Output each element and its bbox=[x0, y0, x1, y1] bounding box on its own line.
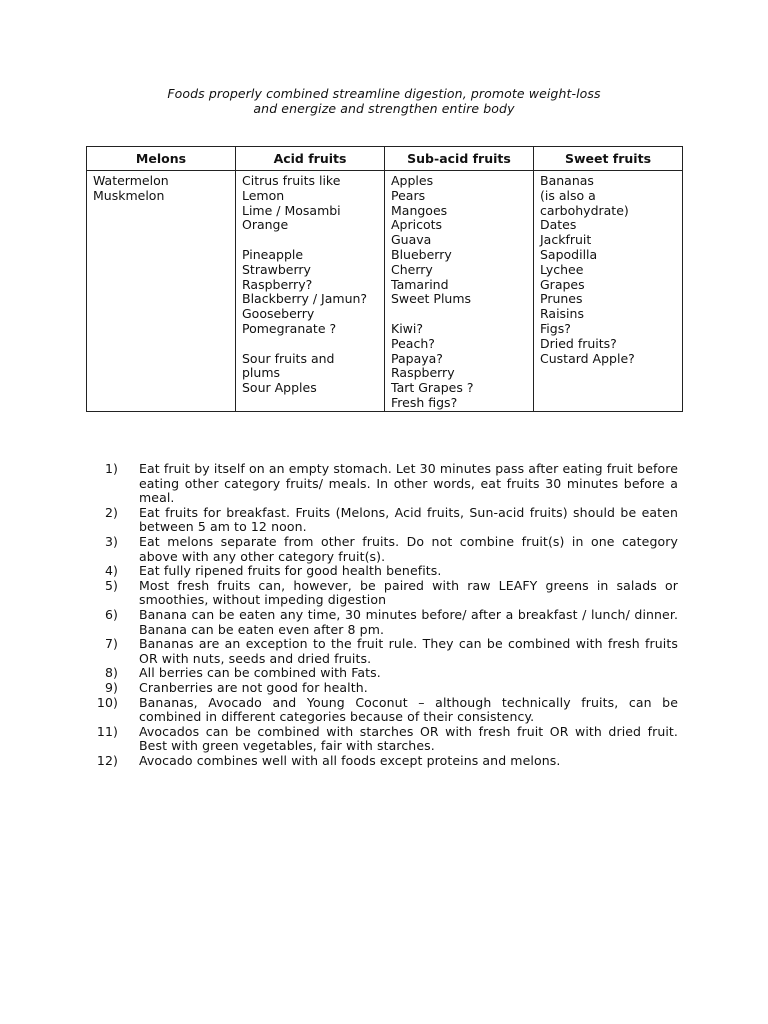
fruit-item: Sour fruits and bbox=[242, 350, 335, 366]
rule-text bbox=[139, 608, 678, 637]
rule-number: 10) bbox=[96, 694, 118, 710]
rule-text-line: Banana can be eaten any time, 30 minutes before/ after a breakfast / lunch/ bbox=[139, 606, 630, 622]
fruit-item: Lychee bbox=[540, 261, 584, 277]
fruit-item: Sapodilla bbox=[540, 246, 598, 262]
rule-text-line: combined in different categories because of their consistency. bbox=[139, 709, 535, 725]
rule-text bbox=[139, 564, 678, 579]
fruit-item: Tart Grapes ? bbox=[391, 380, 474, 396]
list-item bbox=[86, 666, 678, 681]
fruit-item: Raisins bbox=[540, 306, 584, 322]
document-title bbox=[0, 86, 768, 116]
rule-text-line: Cranberries are not good for health. bbox=[139, 679, 368, 695]
rule-text-line: before eating other category fruits/ meals. In other words, eat fruits 30 minutes bbox=[139, 461, 678, 491]
list-item bbox=[86, 725, 678, 754]
fruit-item: Guava bbox=[391, 232, 432, 248]
fruit-item: Cherry bbox=[391, 261, 433, 277]
rule-text bbox=[139, 506, 678, 535]
column-header: Sweet fruits bbox=[534, 147, 683, 171]
rule-text bbox=[139, 754, 678, 769]
rule-text-line: eaten between 5 am to 12 noon. bbox=[139, 504, 678, 535]
fruit-item: Dates bbox=[540, 217, 577, 233]
fruit-item: Raspberry bbox=[391, 365, 455, 381]
list-item bbox=[86, 696, 678, 725]
rule-number: 3) bbox=[104, 533, 118, 549]
rule-number: 4) bbox=[104, 563, 118, 579]
fruit-item: Orange bbox=[242, 217, 289, 233]
list-item bbox=[86, 637, 678, 666]
fruit-item: Prunes bbox=[540, 291, 583, 307]
rule-number: 5) bbox=[104, 577, 118, 593]
rule-text-line: above with any other category fruit(s). bbox=[139, 548, 386, 564]
fruit-item: Pears bbox=[391, 187, 426, 203]
rule-text-line: dinner. Banana can be eaten even after 8 pm. bbox=[139, 606, 679, 637]
fruit-item: Blueberry bbox=[391, 246, 452, 262]
list-item bbox=[86, 462, 678, 506]
rule-number: 2) bbox=[104, 504, 118, 520]
column-header: Acid fruits bbox=[236, 147, 385, 171]
rule-number: 1) bbox=[104, 461, 118, 476]
fruit-item: Peach? bbox=[391, 335, 435, 351]
rule-text bbox=[139, 666, 678, 681]
rule-number: 11) bbox=[96, 723, 118, 739]
fruit-item: Gooseberry bbox=[242, 306, 315, 322]
rule-text-line: Avocados can be combined with starches OR with fresh fruit OR with dried fruit. bbox=[139, 723, 678, 739]
fruit-item: Blackberry / Jamun? bbox=[242, 291, 368, 307]
fruit-item: Sour Apples bbox=[242, 380, 317, 396]
rule-number: 9) bbox=[104, 679, 118, 695]
rule-text-line: Avocado combines well with all foods except proteins and melons. bbox=[139, 752, 561, 768]
fruit-item bbox=[242, 233, 378, 248]
list-item bbox=[86, 535, 678, 564]
rule-text bbox=[139, 681, 678, 696]
fruit-item: Raspberry? bbox=[242, 276, 313, 292]
fruit-item: Pineapple bbox=[242, 246, 304, 262]
fruit-item: Watermelon bbox=[93, 173, 169, 188]
rule-text-line: Bananas, Avocado and Young Coconut – although technically fruits, can be bbox=[139, 694, 678, 710]
list-item bbox=[86, 506, 678, 535]
fruit-item: Muskmelon bbox=[93, 187, 165, 203]
rule-text-line: Most fresh fruits can, however, be paired with raw LEAFY greens in salads or bbox=[139, 577, 678, 593]
fruit-item: Mangoes bbox=[391, 202, 448, 218]
fruit-item: carbohydrate) bbox=[540, 202, 629, 218]
rule-number: 12) bbox=[96, 752, 118, 768]
rule-text-line: Bananas are an exception to the fruit rule. They can be combined with fresh bbox=[139, 636, 640, 652]
rule-text-line: Eat melons separate from other fruits. Do not combine fruit(s) in one category bbox=[139, 533, 678, 549]
fruit-item: (is also a bbox=[540, 187, 596, 203]
fruit-item: Figs? bbox=[540, 320, 571, 336]
fruit-item: Papaya? bbox=[391, 350, 443, 366]
table-header-row bbox=[87, 147, 683, 171]
rule-text bbox=[139, 637, 678, 666]
fruit-item: Tamarind bbox=[391, 276, 449, 292]
table-row bbox=[87, 171, 683, 412]
rule-text-line: fruits OR with nuts, seeds and dried fruits. bbox=[139, 636, 678, 666]
rule-text bbox=[139, 696, 678, 725]
fruit-item: Citrus fruits like bbox=[242, 173, 341, 188]
fruit-categories-table bbox=[86, 146, 683, 412]
rule-text-line: smoothies, without impeding digestion bbox=[139, 592, 387, 608]
rule-text-line: Best with green vegetables, fair with starches. bbox=[139, 738, 435, 754]
fruit-item: Grapes bbox=[540, 276, 585, 292]
rule-text bbox=[139, 535, 678, 564]
rule-text bbox=[139, 579, 678, 608]
table-cell bbox=[534, 171, 683, 412]
list-item bbox=[86, 579, 678, 608]
rules-list bbox=[86, 462, 678, 768]
table-cell bbox=[87, 171, 236, 412]
rule-text-line: All berries can be combined with Fats. bbox=[139, 665, 381, 681]
title-line-1: Foods properly combined streamline digestion, promote weight-loss bbox=[167, 86, 601, 101]
list-item bbox=[86, 564, 678, 579]
rule-text bbox=[139, 462, 678, 506]
fruit-item: Dried fruits? bbox=[540, 335, 617, 351]
table-cell bbox=[385, 171, 534, 412]
fruit-item: Strawberry bbox=[242, 261, 311, 277]
fruit-item: Custard Apple? bbox=[540, 350, 635, 366]
fruit-item bbox=[242, 337, 378, 352]
rule-text-line: before a meal. bbox=[139, 475, 678, 506]
fruit-item: Apples bbox=[391, 173, 434, 188]
fruit-item: Pomegranate ? bbox=[242, 320, 337, 336]
column-header: Melons bbox=[87, 147, 236, 171]
fruit-item: Apricots bbox=[391, 217, 443, 233]
fruit-item: Bananas bbox=[540, 173, 594, 188]
title-line-2: and energize and strengthen entire body bbox=[253, 101, 515, 116]
fruit-item: Fresh figs? bbox=[391, 394, 458, 410]
fruit-item: Lemon bbox=[242, 187, 285, 203]
table-cell bbox=[236, 171, 385, 412]
fruit-item: Sweet Plums bbox=[391, 291, 472, 307]
rule-number: 8) bbox=[104, 665, 118, 681]
fruit-item: Kiwi? bbox=[391, 320, 424, 336]
list-item bbox=[86, 754, 678, 769]
rule-number: 6) bbox=[104, 606, 118, 622]
list-item bbox=[86, 608, 678, 637]
rule-text-line: Eat fruit by itself on an empty stomach. Let 30 minutes pass after eating fruit bbox=[139, 461, 634, 476]
list-item bbox=[86, 681, 678, 696]
rule-text-line: Eat fully ripened fruits for good health benefits. bbox=[139, 563, 442, 579]
fruit-item bbox=[391, 307, 527, 322]
rule-text bbox=[139, 725, 678, 754]
fruit-item: Jackfruit bbox=[540, 232, 592, 248]
rule-text-line: Eat fruits for breakfast. Fruits (Melons, Acid fruits, Sun-acid fruits) should be bbox=[139, 504, 637, 520]
rule-number: 7) bbox=[104, 636, 118, 652]
column-header: Sub-acid fruits bbox=[385, 147, 534, 171]
fruit-item: plums bbox=[242, 365, 281, 381]
fruit-item: Lime / Mosambi bbox=[242, 202, 341, 218]
